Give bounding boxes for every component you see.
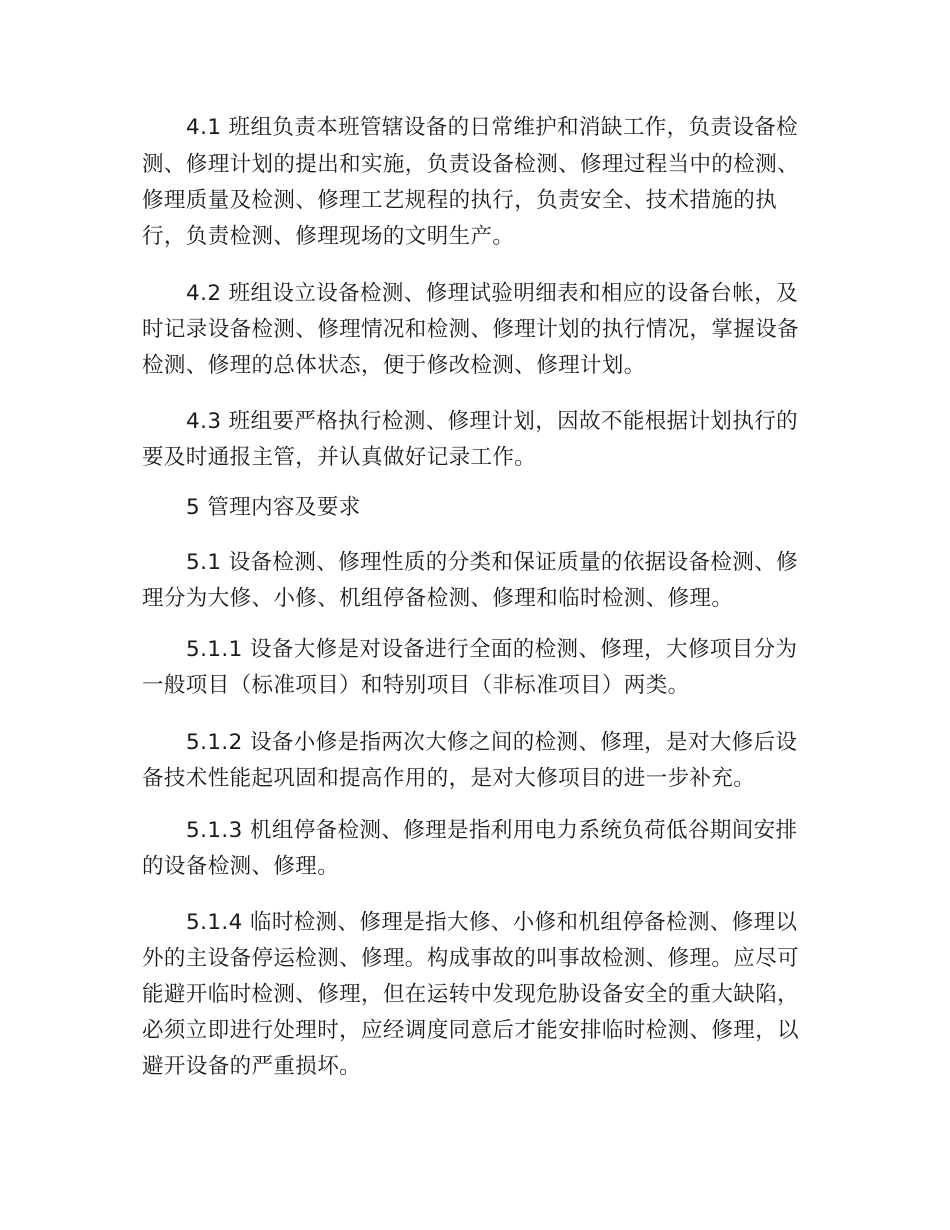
paragraph-5-1-4-line-5: 避开设备的严重损坏。 [142,1054,362,1079]
paragraph-5-1-4-line-4: 必须立即进行处理时，应经调度同意后才能安排临时检测、修理，以 [142,1018,800,1043]
paragraph-5-1-3-line-2: 的设备检测、修理。 [142,854,340,879]
paragraph-4-3-line-1: 4.3 班组要严格执行检测、修理计划，因故不能根据计划执行的 [186,409,799,434]
paragraph-5-1-line-1: 5.1 设备检测、修理性质的分类和保证质量的依据设备检测、修 [186,550,799,575]
paragraph-4-2-line-2: 时记录设备检测、修理情况和检测、修理计划的执行情况，掌握设备 [142,317,800,342]
paragraph-4-2-line-3: 检测、修理的总体状态，便于修改检测、修理计划。 [142,353,646,378]
paragraph-5-1-4-line-2: 外的主设备停运检测、修理。构成事故的叫事故检测、修理。应尽可 [142,946,800,971]
paragraph-5-1-4-line-1: 5.1.4 临时检测、修理是指大修、小修和机组停备检测、修理以 [186,910,798,935]
paragraph-4-2-line-1: 4.2 班组设立设备检测、修理试验明细表和相应的设备台帐，及 [186,281,799,306]
paragraph-5-1-2-line-2: 备技术性能起巩固和提高作用的，是对大修项目的进一步补充。 [142,766,756,791]
paragraph-4-3-line-2: 要及时通报主管，并认真做好记录工作。 [142,445,537,470]
paragraph-5-1-3-line-1: 5.1.3 机组停备检测、修理是指利用电力系统负荷低谷期间安排 [186,818,798,843]
paragraph-5-1-1-line-1: 5.1.1 设备大修是对设备进行全面的检测、修理，大修项目分为 [186,637,798,662]
paragraph-4-1-line-1: 4.1 班组负责本班管辖设备的日常维护和消缺工作，负责设备检 [186,115,799,140]
paragraph-4-1-line-3: 修理质量及检测、修理工艺规程的执行，负责安全、技术措施的执 [142,188,778,213]
paragraph-4-1-line-2: 测、修理计划的提出和实施，负责设备检测、修理过程当中的检测、 [142,152,800,177]
paragraph-4-1-line-4: 行，负责检测、修理现场的文明生产。 [142,224,515,249]
paragraph-5-1-line-2: 理分为大修、小修、机组停备检测、修理和临时检测、修理。 [142,586,734,611]
paragraph-5-1-1-line-2: 一般项目（标准项目）和特别项目（非标准项目）两类。 [142,673,690,698]
paragraph-5-1-2-line-1: 5.1.2 设备小修是指两次大修之间的检测、修理，是对大修后设 [186,730,798,755]
paragraph-5-1-4-line-3: 能避开临时检测、修理，但在运转中发现危胁设备安全的重大缺陷， [142,982,800,1007]
section-5-heading: 5 管理内容及要求 [186,495,361,520]
